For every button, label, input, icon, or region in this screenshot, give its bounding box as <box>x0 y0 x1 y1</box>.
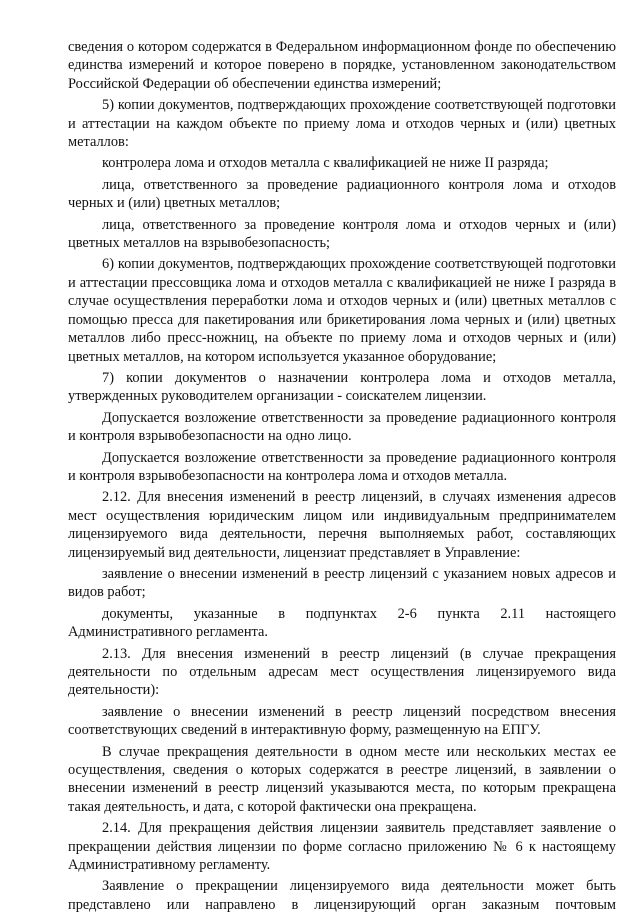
paragraph-allowed-2: Допускается возложение ответственности за проведение радиационного контроля и контроля взрывобезопасности на контролера лома и отходов металла. <box>68 449 616 484</box>
paragraph-controller: контролера лома и отходов металла с квалификацией не ниже II разряда; <box>102 155 549 172</box>
paragraph-documents: документы, указанные в подпунктах 2-6 пункта 2.11 настоящего Административного регламента. <box>68 605 616 641</box>
paragraph-1: сведения о котором содержатся в Федеральном информационном фонде по обеспечению единства измерений и которое поверено в порядке, установленном законодательством Российской Федерации об обеспечении единства измерений; <box>68 39 616 92</box>
paragraph-2-12: 2.12. Для внесения изменений в реестр лицензий, в случаях изменения адресов мест осуществления юридическим лицом или индивидуальным предпринимателем лицензируемого вида деятельности, перечня выполняемых работ, составляющих лицензируемый вид деятельности, лицензиат представляет в Управление: <box>68 489 616 561</box>
paragraph-2-14: 2.14. Для прекращения действия лицензии заявитель представляет заявление о прекращении действия лицензии по форме согласно приложению № 6 к настоящему Административному регламенту. <box>68 820 616 874</box>
paragraph-radiation-person: лица, ответственного за проведение радиационного контроля лома и отходов черных и (или) цветных металлов; <box>68 176 616 212</box>
document-page <box>68 38 616 917</box>
paragraph-explosion-person: лица, ответственного за проведение контроля лома и отходов черных и (или) цветных металлов на взрывобезопасность; <box>68 216 616 252</box>
paragraph-termination-application: Заявление о прекращении лицензируемого вида деятельности может быть представлено или направлено в лицензирующий орган заказным почтовым <box>68 878 616 913</box>
paragraph-2-13: 2.13. Для внесения изменений в реестр лицензий (в случае прекращения деятельности по отдельным адресам мест осуществления лицензируемого вида деятельности): <box>68 645 616 699</box>
paragraph-item-6: 6) копии документов, подтверждающих прохождение соответствующей подготовки и аттестации прессовщика лома и отходов металла с квалификацией не ниже I разряда в случае осуществления переработки лома и отходов черных и (или) цветных металлов с помощью пресса для пакетирования или брикетирования лома черных и (или) цветных металлов либо пресс-ножниц, на объекте по приему лома и отходов черных и (или) цветных металлов, на котором используется указанное оборудование; <box>68 256 616 365</box>
paragraph-application: заявление о внесении изменений в реестр лицензий с указанием новых адресов и видов работ; <box>68 565 616 601</box>
paragraph-item-5: 5) копии документов, подтверждающих прохождение соответствующей подготовки и аттестации на каждом объекте по приему лома и отходов черных и (или) цветных металлов: <box>68 97 616 151</box>
paragraph-epgu: заявление о внесении изменений в реестр лицензий посредством внесения соответствующих сведений в интерактивную форму, размещенную на ЕПГУ. <box>68 703 616 739</box>
paragraph-allowed-1: Допускается возложение ответственности за проведение радиационного контроля и контроля взрывобезопасности на одно лицо. <box>68 409 616 445</box>
paragraph-item-7: 7) копии документов о назначении контролера лома и отходов металла, утвержденных руководителем организации - соискателем лицензии. <box>68 369 616 405</box>
paragraph-termination-places: В случае прекращения деятельности в одном месте или нескольких местах ее осуществления, сведения о которых содержатся в реестре лицензий, в заявлении о внесении изменений в реестр лицензий указываются места, по которым прекращена такая деятельность, и дата, с которой фактически она прекращена. <box>68 743 616 815</box>
